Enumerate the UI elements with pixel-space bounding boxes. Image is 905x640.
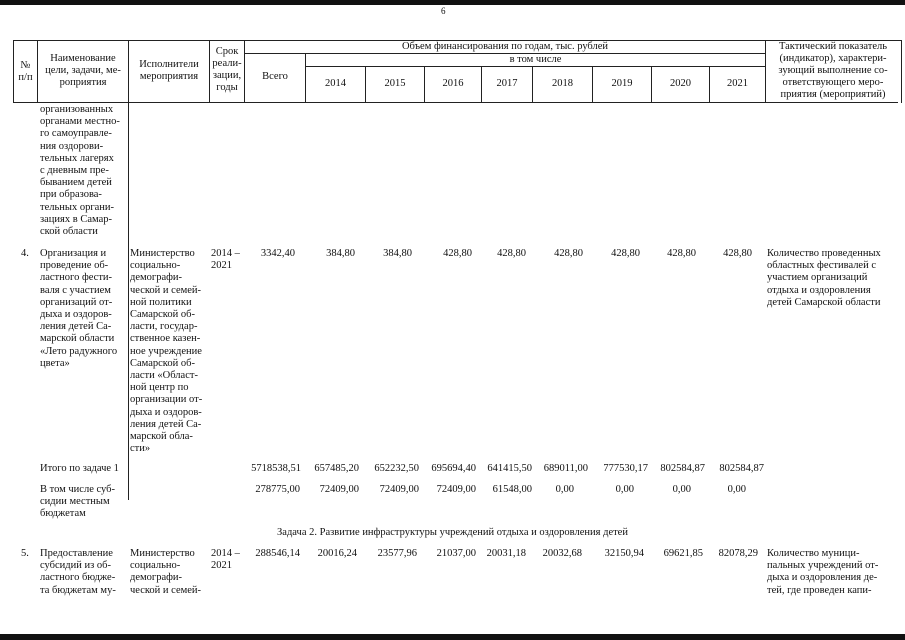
total-row-value: 802584,87: [660, 463, 705, 474]
row4-value: 428,80: [723, 248, 752, 259]
total-row-value: 641415,50: [487, 463, 532, 474]
row5-value: 20032,68: [542, 548, 582, 559]
row4-value: 428,80: [611, 248, 640, 259]
header-num: № п/п: [18, 60, 33, 83]
total-row-value: 652232,50: [374, 463, 419, 474]
row5-total: 288546,14: [255, 548, 300, 559]
total-row-value: 802584,87: [719, 463, 764, 474]
header-year: 2019: [611, 78, 633, 89]
row4-indicator: Количество проведенных областных фестивалей с участием организаций отдыха и оздоровления детей Самарской области: [767, 248, 881, 308]
header-name: Наименование цели, задачи, ме- роприятия: [45, 53, 121, 88]
row5-indicator: Количество муници- пальных учреждений от- дыха и оздоровления де- тей, где проведен капи-: [767, 548, 879, 596]
subsidy-row-value: 72409,00: [379, 484, 419, 495]
col-line: [37, 40, 38, 103]
row5-value: 23577,96: [377, 548, 417, 559]
cont-row-name: организованных органами местно- го самоуправле- ния оздорови- тельных лагерях с дневным пре- быванием детей при образова- тельных органи- зациях в Самар- ской области: [40, 104, 120, 238]
subsidy-row-value: 0,00: [555, 484, 574, 495]
header-year: 2021: [727, 78, 748, 89]
header-executors: Исполнители мероприятия: [139, 59, 199, 82]
row4-value: 384,80: [383, 248, 412, 259]
task2-title: Задача 2. Развитие инфраструктуры учреждений отдыха и оздоровления детей: [277, 527, 628, 538]
header-indicator: Тактический показатель (индикатор), характери- зующий выполнение со- ответствующего меро- приятия (мероприятий): [778, 41, 888, 100]
row4-value: 384,80: [326, 248, 355, 259]
total-row-label: Итого по задаче 1: [40, 463, 119, 474]
row5-value: 82078,29: [718, 548, 758, 559]
row4-name: Организация и проведение об- ластного фести- валя с участием организаций от- дыха и оздоров- ления детей Са- марской области «Лето радужного цвета»: [40, 248, 118, 369]
row4-term: 2014 – 2021: [211, 248, 240, 272]
row5-value: 21037,00: [436, 548, 476, 559]
col-line: [901, 40, 902, 103]
bottom-scan-border: [0, 634, 905, 640]
subsidy-row-value: 72409,00: [319, 484, 359, 495]
header-total: Всего: [262, 71, 288, 82]
row5-value: 69621,85: [663, 548, 703, 559]
total-row-total: 5718538,51: [251, 463, 301, 474]
header-sub-line-2: [305, 66, 765, 67]
row4-num: 4.: [21, 248, 29, 259]
subsidy-row-value: 0,00: [615, 484, 634, 495]
row5-value: 20031,18: [486, 548, 526, 559]
total-row-value: 657485,20: [314, 463, 359, 474]
subsidy-row-value: 0,00: [727, 484, 746, 495]
header-year: 2017: [496, 78, 518, 89]
total-row-value: 695694,40: [431, 463, 476, 474]
row5-num: 5.: [21, 548, 29, 559]
row4-executors: Министерство социально- демографи- ческой и семей- ной политики Самарской об- ласти, государ- ственное казен- ное учреждение Самарской об- ласти «Област- ной центр по организации от- дыха и оздоров- ления детей Са- марской обла- сти»: [130, 248, 203, 455]
subsidy-row-label: В том числе суб- сидии местным бюджетам: [40, 484, 115, 520]
subsidy-row-total: 278775,00: [255, 484, 300, 495]
row5-name: Предоставление субсидий из об- ластного бюдже- та бюджетам му-: [40, 548, 116, 596]
row4-value: 428,80: [443, 248, 472, 259]
row4-total: 3342,40: [260, 248, 295, 259]
subsidy-row-value: 61548,00: [492, 484, 532, 495]
col-line: [13, 40, 14, 103]
subsidy-row-value: 72409,00: [436, 484, 476, 495]
header-term: Срок реали- зации, годы: [212, 46, 242, 93]
col-line: [128, 40, 129, 500]
row5-value: 32150,94: [604, 548, 644, 559]
header-funding: Объем финансирования по годам, тыс. рублей: [401, 41, 609, 52]
top-scan-border: [0, 0, 905, 5]
row4-value: 428,80: [667, 248, 696, 259]
subsidy-row-value: 0,00: [672, 484, 691, 495]
header-year: 2016: [442, 78, 464, 89]
row5-value: 20016,24: [317, 548, 357, 559]
total-row-value: 689011,00: [543, 463, 588, 474]
row4-value: 428,80: [497, 248, 526, 259]
header-year: 2014: [325, 78, 346, 89]
col-line: [765, 40, 766, 103]
row5-executors: Министерство социально- демографи- ческой и семей-: [130, 548, 202, 596]
row5-term: 2014 – 2021: [211, 548, 240, 572]
header-year: 2018: [552, 78, 573, 89]
header-year: 2015: [384, 78, 406, 89]
total-row-value: 777530,17: [603, 463, 648, 474]
row4-value: 428,80: [554, 248, 583, 259]
header-including: в том числе: [509, 54, 562, 65]
page-number: 6: [441, 6, 446, 16]
header-year: 2020: [670, 78, 691, 89]
